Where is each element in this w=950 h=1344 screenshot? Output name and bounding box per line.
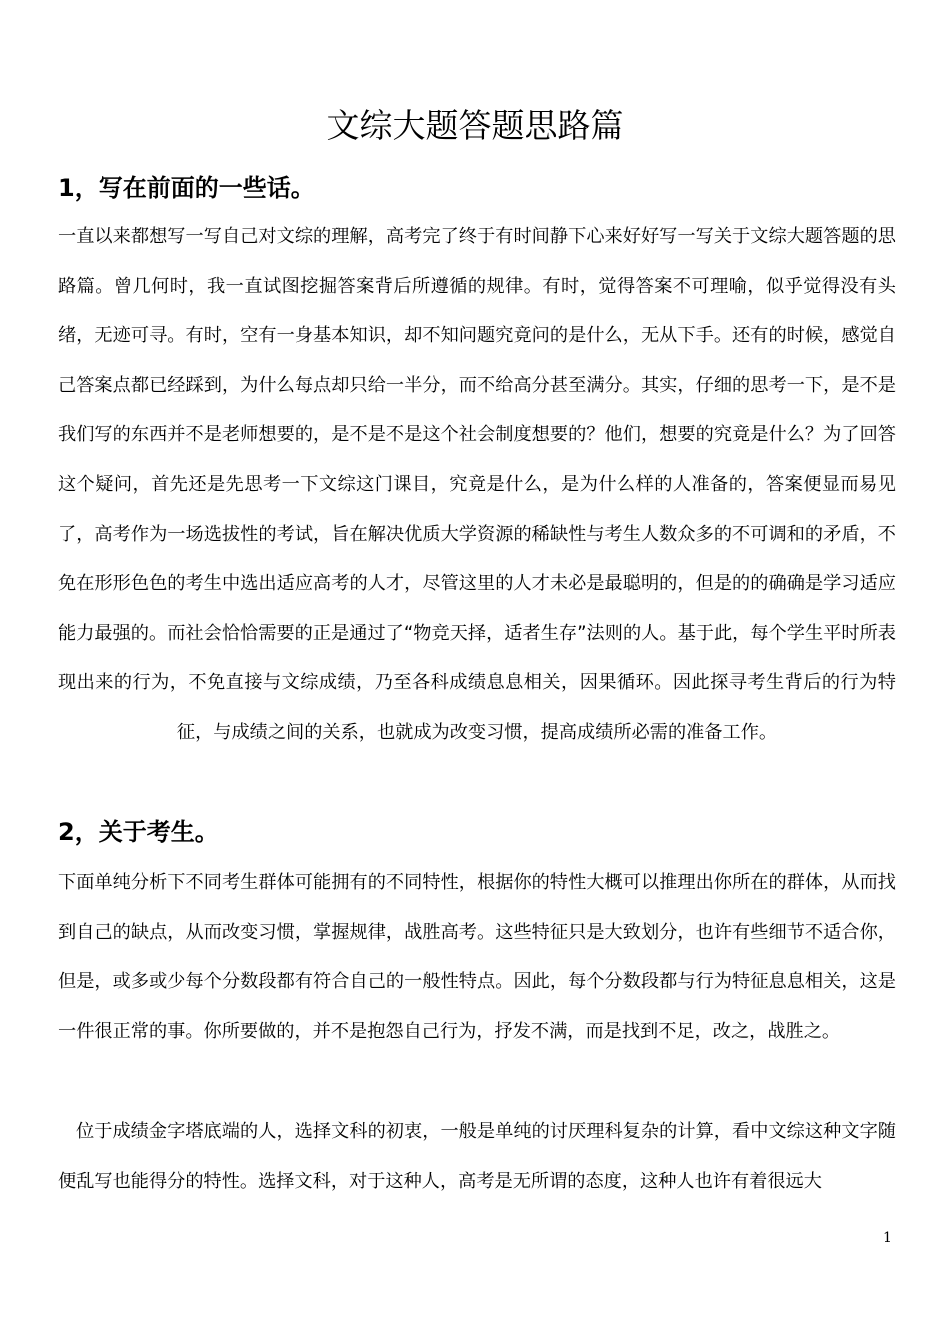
page-number: 1 <box>883 1230 892 1246</box>
section-1-heading: 1，写在前面的一些话。 <box>58 174 315 202</box>
section-2-heading: 2，关于考生。 <box>58 818 219 846</box>
section-1-paragraph: 一直以来都想写一写自己对文综的理解，高考完了终于有时间静下心来好好写一写关于文综大题答题的思路篇。曾几何时，我一直试图挖掘答案背后所遵循的规律。有时，觉得答案不可理喻，似乎觉得没有头绪，无迹可寻。有时，空有一身基本知识，却不知问题究竟问的是什么，无从下手。还有的时候，感觉自己答案点都已经踩到，为什么每点却只给一半分，而不给高分甚至满分。其实，仔细的思考一下，是不是我们写的东西并不是老师想要的，是不是不是这个社会制度想要的？他们，想要的究竟是什么？为了回答这个疑问，首先还是先思考一下文综这门课目，究竟是什么，是为什么样的人准备的，答案便显而易见了，高考作为一场选拔性的考试，旨在解决优质大学资源的稀缺性与考生人数众多的不可调和的矛盾，不免在形形色色的考生中选出适应高考的人才，尽管这里的人才未必是最聪明的，但是的的确确是学习适应能力最强的。而社会恰恰需要的正是通过了“物竞天择，适者生存”法则的人。基于此，每个学生平时所表现出来的行为，不免直接与文综成绩，乃至各科成绩息息相关，因果循环。因此探寻考生背后的行为特征，与成绩之间的关系，也就成为改变习惯，提高成绩所必需的准备工作。 <box>58 226 896 743</box>
section-2-paragraph-2: 位于成绩金字塔底端的人，选择文科的初衷，一般是单纯的讨厌理科复杂的计算，看中文综这种文字随便乱写也能得分的特性。选择文科，对于这种人，高考是无所谓的态度，这种人也许有着很远大 <box>58 1121 896 1192</box>
document-title: 文综大题答题思路篇 <box>326 106 624 145</box>
section-2-paragraph-1: 下面单纯分析下不同考生群体可能拥有的不同特性，根据你的特性大概可以推理出你所在的群体，从而找到自己的缺点，从而改变习惯，掌握规律，战胜高考。这些特征只是大致划分，也许有些细节不适合你，但是，或多或少每个分数段都有符合自己的一般性特点。因此，每个分数段都与行为特征息息相关，这是一件很正常的事。你所要做的，并不是抱怨自己行为，抒发不满，而是找到不足，改之，战胜之。 <box>58 872 896 1042</box>
